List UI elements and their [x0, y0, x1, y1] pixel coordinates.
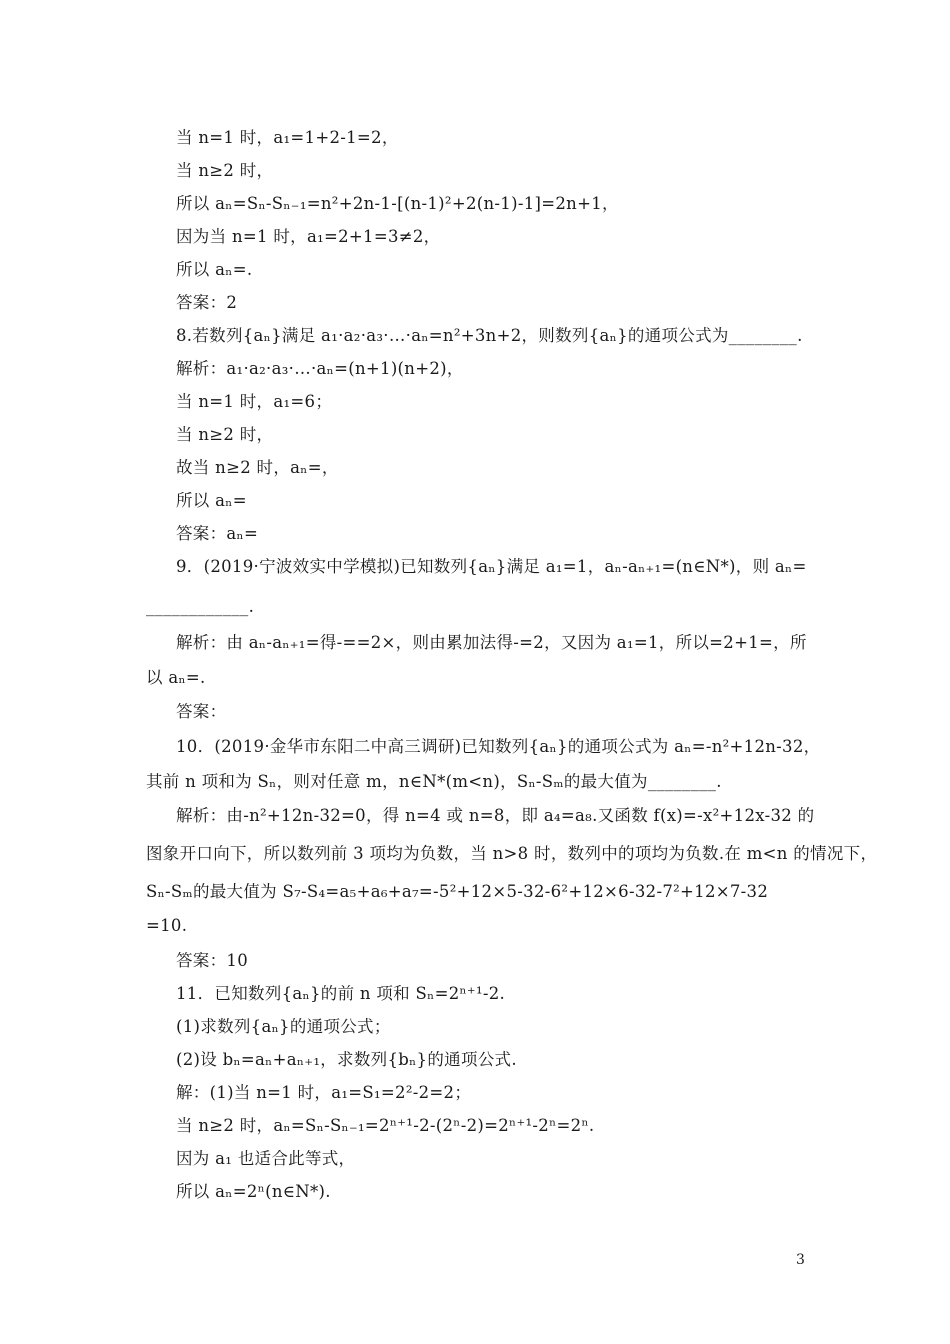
text-line: 所以 aₙ=Sₙ-Sₙ₋₁=n²+2n-1-[(n-1)²+2(n-1)-1]=2n+1，: [176, 194, 619, 213]
answer-line: 答案：2: [176, 293, 238, 312]
page-number: 3: [796, 1252, 805, 1268]
text-line: 解析：由 aₙ-aₙ₊₁=得-==2×，则由累加法得-=2，又因为 a₁=1，所以=2+1=，所: [176, 633, 807, 652]
text-line: Sₙ-Sₘ的最大值为 S₇-S₄=a₅+a₆+a₇=-5²+12×5-32-6²+12×6-32-7²+12×7-32: [146, 882, 769, 901]
text-line: 解：(1)当 n=1 时，a₁=S₁=2²-2=2；: [176, 1083, 472, 1102]
question-9: 9．(2019·宁波效实中学模拟)已知数列{aₙ}满足 a₁=1，aₙ-aₙ₊₁=(n∈N*)，则 aₙ=: [176, 557, 807, 576]
text-line: 其前 n 项和为 Sₙ，则对任意 m，n∈N*(m<n)，Sₙ-Sₘ的最大值为________.: [146, 772, 722, 791]
text-line: (2)设 bₙ=aₙ+aₙ₊₁，求数列{bₙ}的通项公式.: [176, 1050, 517, 1069]
text-line: 所以 aₙ=: [176, 491, 247, 510]
text-line: 当 n=1 时，a₁=6；: [176, 392, 333, 411]
text-line: 因为当 n=1 时，a₁=2+1=3≠2，: [176, 227, 441, 246]
answer-blank: ____________.: [146, 597, 255, 616]
answer-line: 答案：10: [176, 951, 248, 970]
text-line: 因为 a₁ 也适合此等式，: [176, 1149, 356, 1168]
question-8: 8.若数列{aₙ}满足 a₁·a₂·a₃·…·aₙ=n²+3n+2，则数列{aₙ}的通项公式为________.: [176, 326, 803, 345]
text-line: 解析：a₁·a₂·a₃·…·aₙ=(n+1)(n+2)，: [176, 359, 464, 378]
text-line: 当 n≥2 时，: [176, 161, 274, 180]
text-line: =10.: [146, 916, 188, 935]
text-line: 以 aₙ=.: [146, 668, 206, 687]
answer-line: 答案：aₙ=: [176, 524, 259, 543]
answer-line: 答案：: [176, 702, 227, 721]
text-line: 当 n≥2 时，: [176, 425, 274, 444]
text-line: 解析：由-n²+12n-32=0，得 n=4 或 n=8，即 a₄=a₈.又函数 f(x)=-x²+12x-32 的: [176, 806, 815, 825]
text-line: (1)求数列{aₙ}的通项公式；: [176, 1017, 391, 1036]
text-line: 当 n≥2 时，aₙ=Sₙ-Sₙ₋₁=2ⁿ⁺¹-2-(2ⁿ-2)=2ⁿ⁺¹-2ⁿ=2ⁿ.: [176, 1116, 595, 1135]
text-line: 图象开口向下，所以数列前 3 项均为负数，当 n>8 时，数列中的项均为负数.在 m<n 的情况下，: [146, 844, 878, 863]
text-line: 当 n=1 时，a₁=1+2-1=2，: [176, 128, 399, 147]
text-line: 所以 aₙ=.: [176, 260, 253, 279]
question-11: 11．已知数列{aₙ}的前 n 项和 Sₙ=2ⁿ⁺¹-2.: [176, 984, 506, 1003]
question-10: 10．(2019·金华市东阳二中高三调研)已知数列{aₙ}的通项公式为 aₙ=-n²+12n-32，: [176, 737, 821, 756]
text-line: 故当 n≥2 时，aₙ=，: [176, 458, 339, 477]
text-line: 所以 aₙ=2ⁿ(n∈N*).: [176, 1182, 331, 1201]
